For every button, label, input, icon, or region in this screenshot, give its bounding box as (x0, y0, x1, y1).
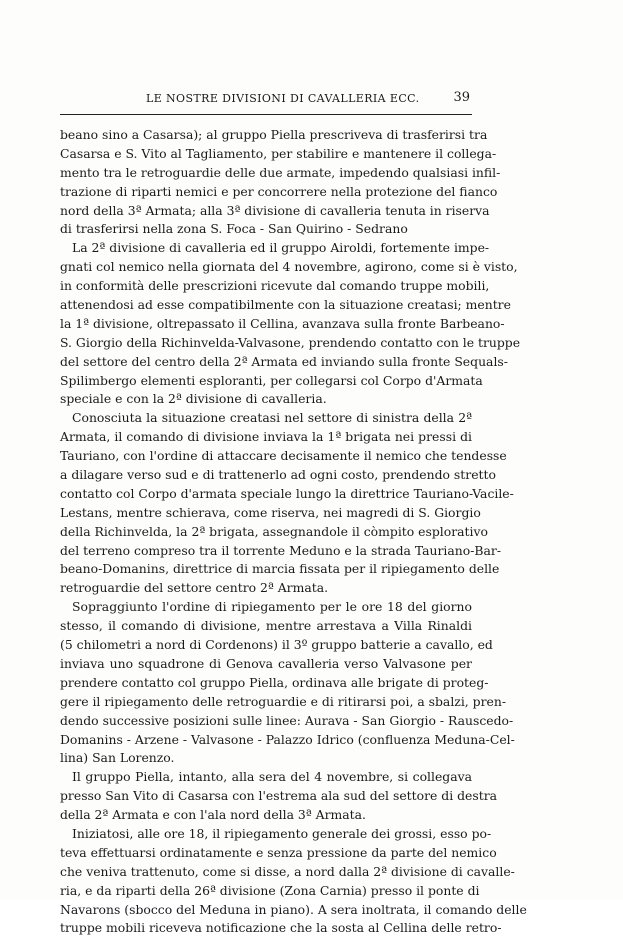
text-line: del settore del centro della 2ª Armata ed inviando sulla fronte Sequals- (60, 353, 508, 369)
paragraph (60, 825, 527, 938)
header-rule (60, 114, 472, 115)
text-line: a dilagare verso sud e di trattenerlo ad ogni costo, prendendo stretto (60, 467, 496, 483)
text-line: della 2ª Armata e con l'ala nord della 3ª Armata. (60, 807, 366, 823)
text-line: la 1ª divisione, oltrepassato il Cellina, avanzava sulla fronte Barbeano- (60, 315, 505, 331)
text-line: Spilimbergo elementi esploranti, per collegarsi col Corpo d'Armata (60, 372, 483, 388)
paragraph (60, 126, 501, 239)
text-line: mento tra le retroguardie delle due armate, impedendo qualsiasi infil- (60, 164, 501, 180)
text-line: contatto col Corpo d'armata speciale lungo la direttrice Tauriano-Vacile- (60, 485, 514, 501)
text-line: Il gruppo Piella, intanto, alla sera del 4 novembre, si collegava (72, 769, 472, 785)
text-line: dendo successive posizioni sulle linee: Aurava - San Giorgio - Rauscedo- (60, 712, 514, 728)
paragraph (60, 239, 521, 409)
text-line: in conformità delle prescrizioni ricevute dal comando truppe mobili, (60, 278, 490, 294)
text-line: Tauriano, con l'ordine di attaccare decisamente il nemico che tendesse (60, 448, 507, 464)
text-line: Armata, il comando di divisione inviava la 1ª brigata nei pressi di (60, 429, 472, 445)
text-line: Casarsa e S. Vito al Tagliamento, per stabilire e mantenere il collega- (60, 145, 497, 161)
running-head-title: LE NOSTRE DIVISIONI DI CAVALLERIA ECC. (146, 92, 420, 105)
text-line: Sopraggiunto l'ordine di ripiegamento per le ore 18 del giorno (72, 599, 472, 615)
text-line: Domanins - Arzene - Valvasone - Palazzo Idrico (confluenza Meduna-Cel- (60, 731, 515, 747)
text-line: gere il ripiegamento delle retroguardie e di ritirarsi poi, a sbalzi, pren- (60, 693, 507, 709)
text-line: beano-Domanins, direttrice di marcia fissata per il ripiegamento delle (60, 561, 500, 577)
body-text (60, 126, 527, 938)
paragraph (60, 409, 514, 598)
text-line: La 2ª divisione di cavalleria ed il gruppo Airoldi, fortemente impe- (72, 240, 490, 256)
text-line: nord della 3ª Armata; alla 3ª divisione di cavalleria tenuta in riserva (60, 202, 490, 218)
text-line: retroguardie del settore centro 2ª Armata. (60, 580, 329, 596)
text-line: Conosciuta la situazione creatasi nel settore di sinistra della 2ª (72, 410, 472, 426)
paragraph (60, 598, 515, 768)
text-line: ria, e da riparti della 26ª divisione (Zona Carnia) presso il ponte di (60, 882, 480, 898)
text-line: beano sino a Casarsa); al gruppo Piella prescriveva di trasferirsi tra (60, 127, 488, 142)
text-line: speciale e con la 2ª divisione di cavalleria. (60, 391, 327, 407)
text-line: che veniva trattenuto, come si disse, a nord dalla 2ª divisione di cavalle- (60, 863, 515, 879)
text-line: lina) San Lorenzo. (60, 750, 175, 766)
text-line: stesso, il comando di divisione, mentre arrestava a Villa Rinaldi (60, 618, 472, 634)
text-line: teva effettuarsi ordinatamente e senza pressione da parte del nemico (60, 844, 497, 860)
text-line: Navarons (sbocco del Meduna in piano). A sera inoltrata, il comando delle (60, 901, 527, 917)
text-line: Lestans, mentre schierava, come riserva, nei magredi di S. Giorgio (60, 504, 481, 520)
text-line: truppe mobili riceveva notificazione che la sosta al Cellina delle retro- (60, 920, 502, 936)
text-line: della Richinvelda, la 2ª brigata, assegnandole il còmpito esplorativo (60, 523, 488, 539)
paragraph (60, 768, 498, 825)
text-line: prendere contatto col gruppo Piella, ordinava alle brigate di proteg- (60, 674, 489, 690)
text-line: (5 chilometri a nord di Cordenons) il 3º gruppo batterie a cavallo, ed (60, 637, 493, 653)
text-line: inviava uno squadrone di Genova cavalleria verso Valvasone per (60, 655, 472, 671)
text-line: presso San Vito di Casarsa con l'estrema ala sud del settore di destra (60, 788, 498, 804)
text-line: trazione di riparti nemici e per concorrere nella protezione del fianco (60, 183, 498, 199)
text-line: Iniziatosi, alle ore 18, il ripiegamento generale dei grossi, esso po- (72, 825, 492, 841)
text-line: attenendosi ad esse compatibilmente con la situazione creatasi; mentre (60, 297, 511, 313)
text-line: S. Giorgio della Richinvelda-Valvasone, prendendo contatto con le truppe (60, 334, 521, 350)
running-header (58, 90, 470, 110)
page-number: 39 (453, 90, 470, 105)
text-line: gnati col nemico nella giornata del 4 novembre, agirono, come si è visto, (60, 259, 518, 275)
text-line: di trasferirsi nella zona S. Foca - San Quirino - Sedrano (60, 221, 408, 237)
text-line: del terreno compreso tra il torrente Meduno e la strada Tauriano-Bar- (60, 542, 502, 558)
